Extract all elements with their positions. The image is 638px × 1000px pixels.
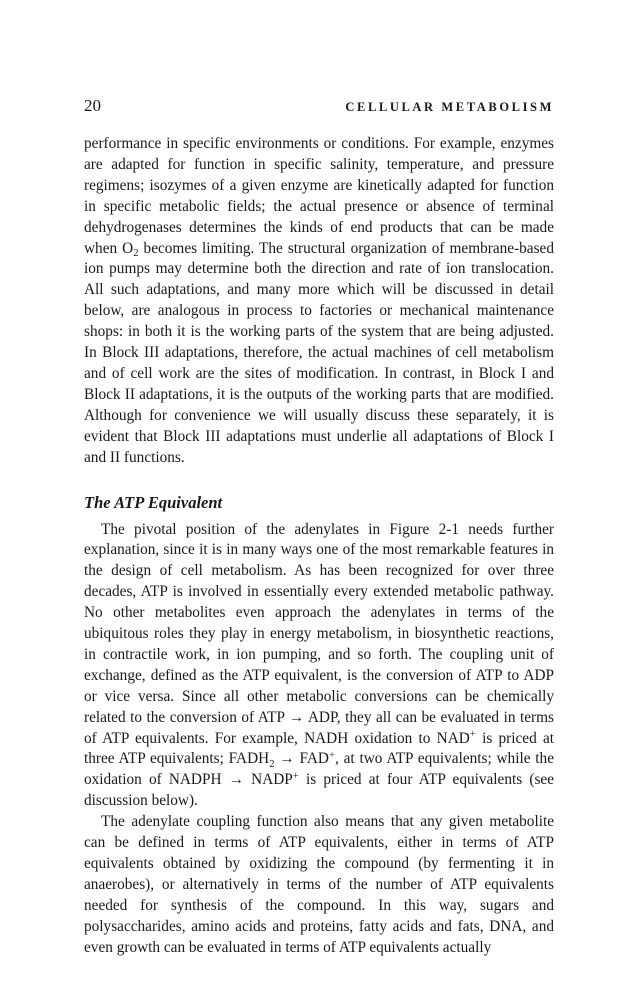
text-run: becomes limiting. The structural organization of membrane-based ion pumps may determine both the direction and rate of ion translocation. All such adaptations, and many more which will be discussed in detail below, are analogous in process to factories or mechanical maintenance shops: in both it is the working parts of the system that are being adjusted. In Block III adaptations, therefore, the actual machines of cell metabolism and of cell work are the sites of modification. In contrast, in Block I and Block II adaptations, it is the outputs of the working parts that are modified. Although for convenience we will usually discuss these separately, it is evident that Block III adaptations must underlie all adaptations of Block I and II functions.	[84, 239, 554, 466]
text-run: is priced at three ATP equivalents; FADH	[84, 729, 555, 768]
running-head	[84, 96, 554, 118]
book-page	[84, 96, 554, 959]
paragraph-adenylate-coupling: The adenylate coupling function also means that any given metabolite can be defined in terms of ATP equivalents, either in terms of ATP equivalents obtained by oxidizing the compound (by fermenting it in anaerobes), or alternatively in terms of the number of ATP equivalents needed for synthesis of the compound. In this way, sugars and polysaccharides, amino acids and proteins, fatty acids and fats, DNA, and even growth can be evaluated in terms of ATP equivalents actually	[84, 813, 554, 956]
paragraph-adenylates	[84, 520, 554, 813]
subscript: 2	[133, 246, 139, 259]
paragraph-block-iii-adaptations	[84, 134, 554, 469]
superscript: +	[328, 749, 335, 762]
text-run: , at two ATP equivalents; while the oxidation of NADPH → NADP	[84, 750, 554, 789]
page-number: 20	[84, 96, 101, 115]
subscript: 2	[269, 757, 275, 770]
text-run: The pivotal position of the adenylates in Figure 2-1 needs further explanation, since it is in many ways one of the most remarkable features in the design of cell metabolism. As has been recognized for over three decades, ATP is involved in essentially every extended metabolic pathway. No other metabolites even approach the adenylates in terms of the ubiquitous roles they play in energy metabolism, in biosynthetic reactions, in contractile work, in ion pumping, and so forth. The coupling unit of exchange, defined as the ATP equivalent, is the conversion of ATP to ADP or vice versa. Since all other metabolic conversions can be chemically related to the conversion of ATP → ADP, they all can be evaluated in terms of ATP equivalents. For example, NADH oxidation to NAD	[84, 520, 554, 747]
section-heading: The ATP Equivalent	[84, 492, 223, 512]
text-run: → FAD	[274, 750, 329, 768]
text-run: is priced at four ATP equivalents (see discussion below).	[84, 771, 554, 810]
superscript: +	[469, 728, 476, 741]
superscript: +	[292, 770, 299, 783]
running-title: CELLULAR METABOLISM	[345, 100, 554, 114]
text-run: performance in specific environments or conditions. For example, enzymes are adapted for function in specific salinity, temperature, and pressure regimens; isozymes of a given enzyme are kinetically adapted for function in specific metabolic fields; the actual presence or absence of terminal dehydrogenases determines the kinds of end products that can be made when O	[84, 135, 554, 257]
